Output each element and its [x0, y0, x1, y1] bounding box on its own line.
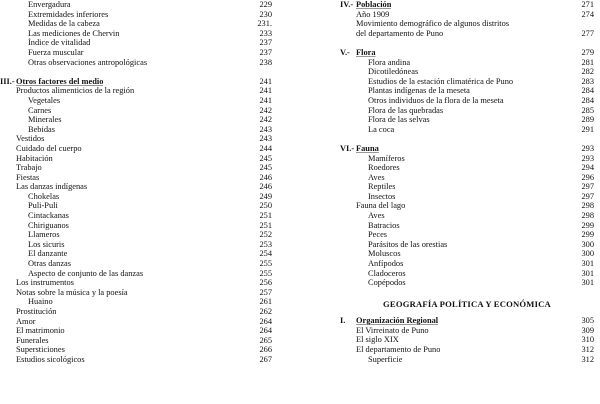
toc-page-number: 297 — [581, 182, 594, 192]
toc-page-number: 301 — [581, 278, 594, 288]
toc-page-number: 300 — [581, 239, 594, 249]
toc-entry[interactable] — [0, 211, 272, 221]
toc-chapter-heading[interactable] — [340, 316, 594, 326]
toc-entry-title: Cintackanas — [28, 211, 69, 221]
toc-entry[interactable] — [0, 192, 272, 202]
toc-page-number: 252 — [259, 230, 272, 240]
toc-page-number: 274 — [581, 9, 594, 19]
toc-page-number: 231. — [257, 19, 272, 29]
toc-entry[interactable] — [0, 125, 272, 135]
toc-entry-title: Fauna del lago — [356, 201, 406, 211]
toc-page-number: 241 — [259, 95, 272, 105]
toc-entry[interactable] — [0, 240, 272, 250]
toc-entry[interactable] — [340, 86, 594, 96]
toc-entry-title: Vegetales — [28, 95, 61, 105]
toc-entry[interactable] — [0, 173, 272, 183]
toc-entry-title: Chiriguanos — [28, 220, 69, 230]
toc-page-number: 257 — [259, 287, 272, 297]
toc-page-number: 265 — [259, 335, 272, 345]
toc-entry-title: Vestidos — [16, 134, 45, 144]
toc-page-number: 312 — [581, 354, 594, 364]
toc-page-number: 229 — [259, 0, 272, 9]
toc-entry[interactable] — [340, 230, 594, 240]
toc-entry-title: Productos alimenticios de la región — [16, 86, 135, 96]
toc-entry-title: Amor — [16, 316, 36, 326]
toc-entry[interactable] — [0, 154, 272, 164]
toc-page-number: 298 — [581, 211, 594, 221]
toc-page-number: 241 — [259, 76, 272, 86]
toc-entry-title: Puli-Puli — [28, 201, 58, 211]
section-title: GEOGRAFÍA POLÍTICA Y ECONÓMICA — [383, 299, 551, 310]
toc-entry[interactable] — [0, 288, 272, 298]
toc-page-number: 255 — [259, 259, 272, 269]
toc-entry-title: Aves — [368, 211, 385, 221]
toc-page-number: 238 — [259, 57, 272, 67]
toc-chapter-heading[interactable] — [0, 77, 272, 87]
toc-entry[interactable] — [0, 307, 272, 317]
toc-spacer — [340, 288, 594, 298]
toc-entry-title: Envergadura — [28, 0, 71, 9]
toc-page-number: 297 — [581, 191, 594, 201]
toc-entry[interactable] — [0, 29, 272, 39]
toc-entry-title: Supersticiones — [16, 345, 65, 355]
toc-entry[interactable] — [340, 182, 594, 192]
toc-entry[interactable] — [340, 67, 594, 77]
toc-entry[interactable] — [340, 259, 594, 269]
toc-entry[interactable] — [0, 115, 272, 125]
toc-entry[interactable] — [340, 201, 594, 211]
toc-entry[interactable] — [0, 58, 272, 68]
toc-entry[interactable] — [0, 38, 272, 48]
toc-right-column — [340, 0, 594, 364]
toc-entry[interactable] — [0, 163, 272, 173]
toc-entry[interactable] — [340, 221, 594, 231]
toc-entry[interactable] — [0, 249, 272, 259]
toc-page-number: 251 — [259, 220, 272, 230]
toc-page-number: 253 — [259, 239, 272, 249]
toc-entry-title: La coca — [368, 124, 395, 134]
toc-entry[interactable] — [340, 335, 594, 345]
toc-entry-title: Huaino — [28, 297, 53, 307]
toc-page-number: 243 — [259, 134, 272, 144]
toc-entry-title: Aspecto de conjunto de las danzas — [28, 268, 144, 278]
toc-page-number: 293 — [581, 153, 594, 163]
toc-entry-title: Funerales — [16, 335, 49, 345]
toc-page-number: 264 — [259, 316, 272, 326]
toc-entry[interactable] — [340, 96, 594, 106]
toc-spacer — [340, 38, 594, 48]
toc-entry-title: Cladoceros — [368, 268, 406, 278]
toc-entry[interactable] — [340, 249, 594, 259]
toc-entry[interactable] — [0, 269, 272, 279]
toc-page-number: 312 — [581, 344, 594, 354]
toc-entry[interactable] — [0, 201, 272, 211]
toc-entry[interactable] — [0, 297, 272, 307]
toc-entry-title: Chokelas — [28, 191, 60, 201]
toc-entry[interactable] — [340, 345, 594, 355]
toc-chapter-heading[interactable] — [340, 144, 594, 154]
toc-page-number: 293 — [581, 143, 594, 153]
toc-page-number: 230 — [259, 9, 272, 19]
toc-page-number: 296 — [581, 172, 594, 182]
toc-entry-title: Plantas indígenas de la meseta — [368, 86, 470, 96]
toc-entry[interactable] — [0, 0, 272, 10]
toc-page-number: 251 — [259, 211, 272, 221]
toc-entry[interactable] — [340, 154, 594, 164]
toc-page-number: 282 — [581, 67, 594, 77]
toc-chapter-heading[interactable] — [340, 48, 594, 58]
toc-page-number: 243 — [259, 124, 272, 134]
toc-entry-title: Minerales — [28, 115, 62, 125]
toc-entry[interactable] — [0, 86, 272, 96]
toc-entry-title: Fauna — [356, 143, 379, 153]
toc-entry-title: Insectos — [368, 191, 396, 201]
toc-entry-title: Aves — [368, 172, 385, 182]
toc-entry-title: del departamento de Puno — [356, 28, 444, 38]
toc-entry-title: Fuerza muscular — [28, 47, 84, 57]
toc-entry-title: Estudios sicológicos — [16, 354, 85, 364]
toc-entry-title: Extremidades inferiores — [28, 9, 109, 19]
toc-page-number: 249 — [259, 191, 272, 201]
toc-entry[interactable] — [0, 355, 272, 365]
toc-page-number: 301 — [581, 259, 594, 269]
toc-entry-title: Medidas de la cabeza — [28, 19, 100, 29]
toc-page-number: 242 — [259, 105, 272, 115]
toc-page-number: 281 — [581, 57, 594, 67]
toc-entry-title: Notas sobre la música y la poesía — [16, 287, 128, 297]
toc-page-number: 271 — [581, 0, 594, 9]
chapter-number: I. — [340, 316, 346, 326]
toc-entry[interactable] — [340, 278, 594, 288]
toc-page-number: 262 — [259, 307, 272, 316]
toc-entry-title: Mamíferos — [368, 153, 405, 163]
toc-entry[interactable] — [340, 106, 594, 116]
chapter-number: V.- — [340, 47, 350, 57]
toc-entry-title: Prostitución — [16, 307, 57, 316]
toc-page-number: 284 — [581, 86, 594, 96]
toc-page-number: 279 — [581, 47, 594, 57]
toc-page-number: 237 — [259, 47, 272, 57]
toc-entry[interactable] — [340, 10, 594, 20]
toc-entry[interactable] — [0, 326, 272, 336]
toc-entry[interactable] — [340, 163, 594, 173]
toc-page-number: 285 — [581, 105, 594, 115]
toc-entry-title: Superficie — [368, 354, 403, 364]
toc-page-number: 300 — [581, 249, 594, 259]
toc-page-number: 246 — [259, 182, 272, 192]
toc-page-number: 284 — [581, 95, 594, 105]
toc-entry-title: Batracios — [368, 220, 400, 230]
toc-page-number: 264 — [259, 326, 272, 336]
toc-entry-title: Año 1909 — [356, 9, 390, 19]
toc-entry-title: El Virreinato de Puno — [356, 325, 429, 335]
toc-entry[interactable] — [0, 336, 272, 346]
toc-spacer — [340, 134, 594, 144]
toc-page-number: 241 — [259, 86, 272, 96]
toc-entry-title: Flora de las quebradas — [368, 105, 444, 115]
toc-entry[interactable] — [340, 58, 594, 68]
toc-entry[interactable] — [0, 230, 272, 240]
toc-page-number: 267 — [259, 354, 272, 364]
toc-page-number: 298 — [581, 201, 594, 211]
toc-page-number: 233 — [259, 28, 272, 38]
toc-entry-title: El danzante — [28, 249, 68, 259]
toc-page-number: 245 — [259, 163, 272, 173]
toc-entry-title: Los sicuris — [28, 239, 65, 249]
toc-entry-title: Trabajo — [16, 163, 42, 173]
toc-entry-title: Peces — [368, 230, 388, 240]
toc-entry-title: Otros individuos de la flora de la meseta — [368, 95, 504, 105]
toc-entry-title: Bebidas — [28, 124, 55, 134]
toc-page-number: 305 — [581, 316, 594, 326]
toc-entry[interactable] — [340, 192, 594, 202]
toc-page-number: 255 — [259, 268, 272, 278]
toc-entry[interactable] — [0, 345, 272, 355]
toc-page-number: 289 — [581, 115, 594, 125]
toc-page-number: 261 — [259, 297, 272, 307]
toc-entry[interactable] — [0, 221, 272, 231]
toc-entry-title: Movimiento demográfico de algunos distritos — [356, 19, 510, 29]
toc-page-number: 291 — [581, 124, 594, 134]
toc-entry-title: Reptiles — [368, 182, 396, 192]
toc-spacer — [0, 67, 272, 77]
toc-entry[interactable] — [340, 326, 594, 336]
toc-entry-title: Parásitos de las orestias — [368, 239, 448, 249]
chapter-number: III.- — [0, 76, 15, 86]
toc-entry[interactable] — [0, 134, 272, 144]
chapter-number: IV.- — [340, 0, 354, 9]
toc-entry[interactable] — [340, 125, 594, 135]
toc-page-number: 237 — [259, 38, 272, 48]
toc-entry[interactable] — [0, 259, 272, 269]
toc-page-number: 310 — [581, 335, 594, 345]
toc-page-number: 299 — [581, 220, 594, 230]
toc-entry[interactable] — [0, 317, 272, 327]
toc-entry[interactable] — [0, 144, 272, 154]
toc-entry[interactable] — [340, 211, 594, 221]
toc-entry-title: Las mediciones de Chervin — [28, 28, 120, 38]
toc-entry-title: Índice de vitalidad — [28, 38, 91, 48]
toc-entry-title: Otros factores del medio — [16, 76, 104, 86]
toc-entry-title: Las danzas indígenas — [16, 182, 88, 192]
toc-entry[interactable] — [0, 278, 272, 288]
toc-page-number: 266 — [259, 345, 272, 355]
toc-page-number: 309 — [581, 325, 594, 335]
toc-page-number: 283 — [581, 76, 594, 86]
toc-entry[interactable] — [0, 10, 272, 20]
toc-entry-title: Roedores — [368, 163, 400, 173]
toc-entry[interactable] — [0, 19, 272, 29]
toc-page-number: 301 — [581, 268, 594, 278]
toc-entry[interactable] — [340, 355, 594, 365]
toc-entry-title: Otras danzas — [28, 259, 72, 269]
toc-entry-title: Carnes — [28, 105, 52, 115]
toc-entry[interactable] — [340, 173, 594, 183]
toc-entry-title: Población — [356, 0, 392, 9]
toc-entry-title: El departamento de Puno — [356, 344, 441, 354]
toc-entry[interactable] — [0, 48, 272, 58]
toc-entry[interactable] — [0, 96, 272, 106]
toc-entry-title: Copépodos — [368, 278, 406, 288]
toc-entry[interactable] — [340, 19, 594, 29]
toc-entry[interactable] — [0, 106, 272, 116]
toc-page-number: 250 — [259, 201, 272, 211]
toc-entry-title: Dicotiledóneas — [368, 67, 419, 77]
toc-entry-title: Llameros — [28, 230, 60, 240]
toc-entry-title: Estudios de la estación climatérica de Puno — [368, 76, 514, 86]
toc-entry[interactable] — [340, 29, 594, 39]
toc-entry-title: Moluscos — [368, 249, 401, 259]
toc-page-number: 256 — [259, 278, 272, 288]
toc-entry-title: Flora andina — [368, 57, 411, 67]
toc-entry[interactable] — [340, 269, 594, 279]
toc-entry[interactable] — [340, 240, 594, 250]
toc-entry-title: Cuidado del cuerpo — [16, 143, 82, 153]
toc-entry-title: El matrimonio — [16, 326, 65, 336]
toc-entry-title: Flora — [356, 47, 376, 57]
toc-entry-title: Anfípodos — [368, 259, 404, 269]
chapter-number: VI.- — [340, 143, 355, 153]
toc-entry[interactable] — [340, 115, 594, 125]
toc-entry-title: Organización Regional — [356, 316, 439, 326]
toc-entry[interactable] — [340, 77, 594, 87]
toc-entry[interactable] — [0, 182, 272, 192]
toc-page-number: 242 — [259, 115, 272, 125]
toc-page-number: 246 — [259, 172, 272, 182]
toc-page-number: 277 — [581, 28, 594, 38]
toc-page-number: 294 — [581, 163, 594, 173]
toc-entry-title: El siglo XIX — [356, 335, 399, 345]
toc-page-number: 299 — [581, 230, 594, 240]
toc-entry-title: Los instrumentos — [16, 278, 74, 288]
toc-page-number: 245 — [259, 153, 272, 163]
toc-page-number: 244 — [259, 143, 272, 153]
toc-entry-title: Flora de las selvas — [368, 115, 430, 125]
toc-entry-title: Otras observaciones antropológicas — [28, 57, 148, 67]
toc-entry-title: Habitación — [16, 153, 53, 163]
toc-left-column — [0, 0, 272, 365]
toc-chapter-heading[interactable] — [340, 0, 594, 10]
toc-entry-title: Fiestas — [16, 172, 40, 182]
toc-page-number: 254 — [259, 249, 272, 259]
